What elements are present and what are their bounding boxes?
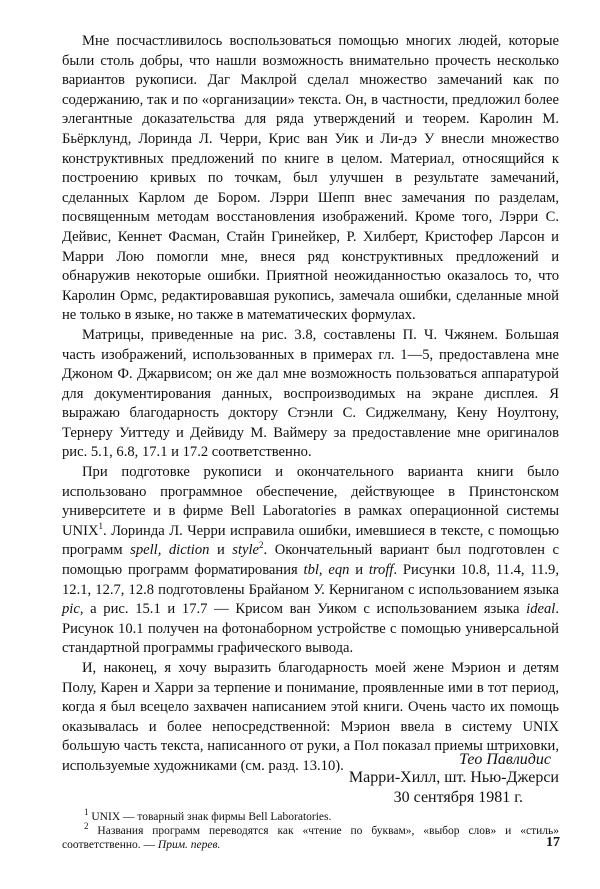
paragraph-figures: Матрицы, приведенные на рис. 3.8, составлены П. Ч. Чжянем. Большая часть изображений, использованных в примерах гл. 1—5, предоставлена мне Джоном Ф. Джарвисом; он же дал мне возможность пользоваться аппаратурой для документирования данных, воспроизводимых на экране дисплея. Я выражаю благодарность доктору Стэнли С. Сиджелману, Кену Ноултону, Тернеру Уиттеду и Дейвиду М. Ваймеру за предоставление мне оригиналов рис. 5.1, 6.8, 17.1 и 17.2 соответственно. bbox=[62, 326, 559, 461]
footnote-2 bbox=[62, 821, 559, 852]
footnotes bbox=[62, 807, 559, 852]
text-segment: . Рисунок 10.1 получен на фотонаборном устройстве с помощью универсальной стандартной программы графического вывода. bbox=[62, 601, 559, 657]
program-name: style bbox=[232, 542, 260, 559]
main-text bbox=[62, 32, 559, 777]
footnote-ref-1: 1 bbox=[98, 520, 103, 531]
text-segment: и bbox=[349, 562, 369, 579]
program-names: tbl, eqn bbox=[303, 562, 350, 579]
program-names: spell, diction bbox=[130, 542, 210, 559]
text-segment: . Лоринда Л. Черри исправила ошибки, имевшиеся в тексте, с помощью программ bbox=[62, 522, 559, 559]
page-number: 17 bbox=[546, 835, 560, 850]
language-name: pic bbox=[62, 601, 80, 618]
program-name: troff bbox=[368, 562, 394, 579]
footnote-mark-1: 1 bbox=[84, 807, 89, 818]
footnote-1 bbox=[62, 807, 559, 824]
footnote-1-text: UNIX — товарный знак фирмы Bell Laboratories. bbox=[88, 811, 332, 823]
footnote-ref-2: 2 bbox=[259, 540, 264, 551]
paragraph-software bbox=[62, 463, 559, 659]
language-name: ideal bbox=[526, 601, 556, 618]
text-segment: При подготовке рукописи и окончательного варианта книги было использовано программное обеспечение, действующее в Принстонском университете и в фирме Bell Laboratories в рамках операционной системы UNIX bbox=[62, 464, 559, 539]
translator-note: Прим. перев. bbox=[157, 839, 221, 851]
signature-name: Тео Павлидис bbox=[459, 751, 551, 768]
text-segment: , а рис. 15.1 и 17.7 — Крисом ван Уиком с использованием языка bbox=[79, 601, 527, 618]
text-segment: и bbox=[209, 542, 233, 559]
signature-place: Марри-Хилл, шт. Нью-Джерси bbox=[348, 769, 559, 786]
paragraph-acknowledgements: Мне посчастливилось воспользоваться помощью многих людей, которые были столь добры, что нашли возможность внимательно прочесть несколько вариантов рукописи. Даг Маклрой сделал множество замечаний как по содержанию, так и по «организации» текста. Он, в частности, предложил более элегантные доказательства для ряда утверждений и теорем. Каролин М. Бьёрклунд, Лоринда Л. Черри, Крис ван Уик и Ли-дэ У внесли множество конструктивных предложений по книге в целом. Материал, относящийся к построению кривых по точкам, был улучшен в результате замечаний, сделанных Карлом де Бором. Лэрри Шепп внес замечания по разделам, посвященным методам восстановления изображений. Кроме того, Лэрри С. Дейвис, Кеннет Фасман, Стайн Гринейкер, Р. Хилберт, Кристофер Ларсон и Марри Лою помогли мне, внеся ряд конструктивных предложений и обнаружив некоторые ошибки. Приятной неожиданностью оказалось то, что Каролин Ормс, редактировавшая рукопись, замечала ошибки, сделанные мной не только в языке, но также в математических формулах. bbox=[62, 33, 559, 324]
text-segment: . Окончательный вариант был подготовлен с помощью программ форматирования bbox=[62, 542, 559, 579]
paragraph-family: И, наконец, я хочу выразить благодарность моей жене Мэрион и детям Полу, Карен и Харри за терпение и понимание, проявленные ими в тот период, когда я был всецело захвачен написанием этой книги. Очень часто их помощь оказывалась и более непосредственной: Мэрион ввела в систему UNIX большую часть текста, написанного от руки, а Пол показал приемы штриховки, используемые художниками (см. разд. 13.10). bbox=[62, 660, 559, 774]
footnote-2-text: Названия программ переводятся как «чтение по буквам», «выбор слов» и «стиль» соответственно. — bbox=[62, 825, 559, 851]
signature-date: 30 сентября 1981 г. bbox=[393, 789, 523, 806]
footnote-mark-2: 2 bbox=[84, 821, 89, 832]
text-segment: . Рисунки 10.8, 11.4, 11.9, 12.1, 12.7, 12.8 подготовлены Брайаном У. Керниганом с использованием языка bbox=[62, 562, 559, 598]
